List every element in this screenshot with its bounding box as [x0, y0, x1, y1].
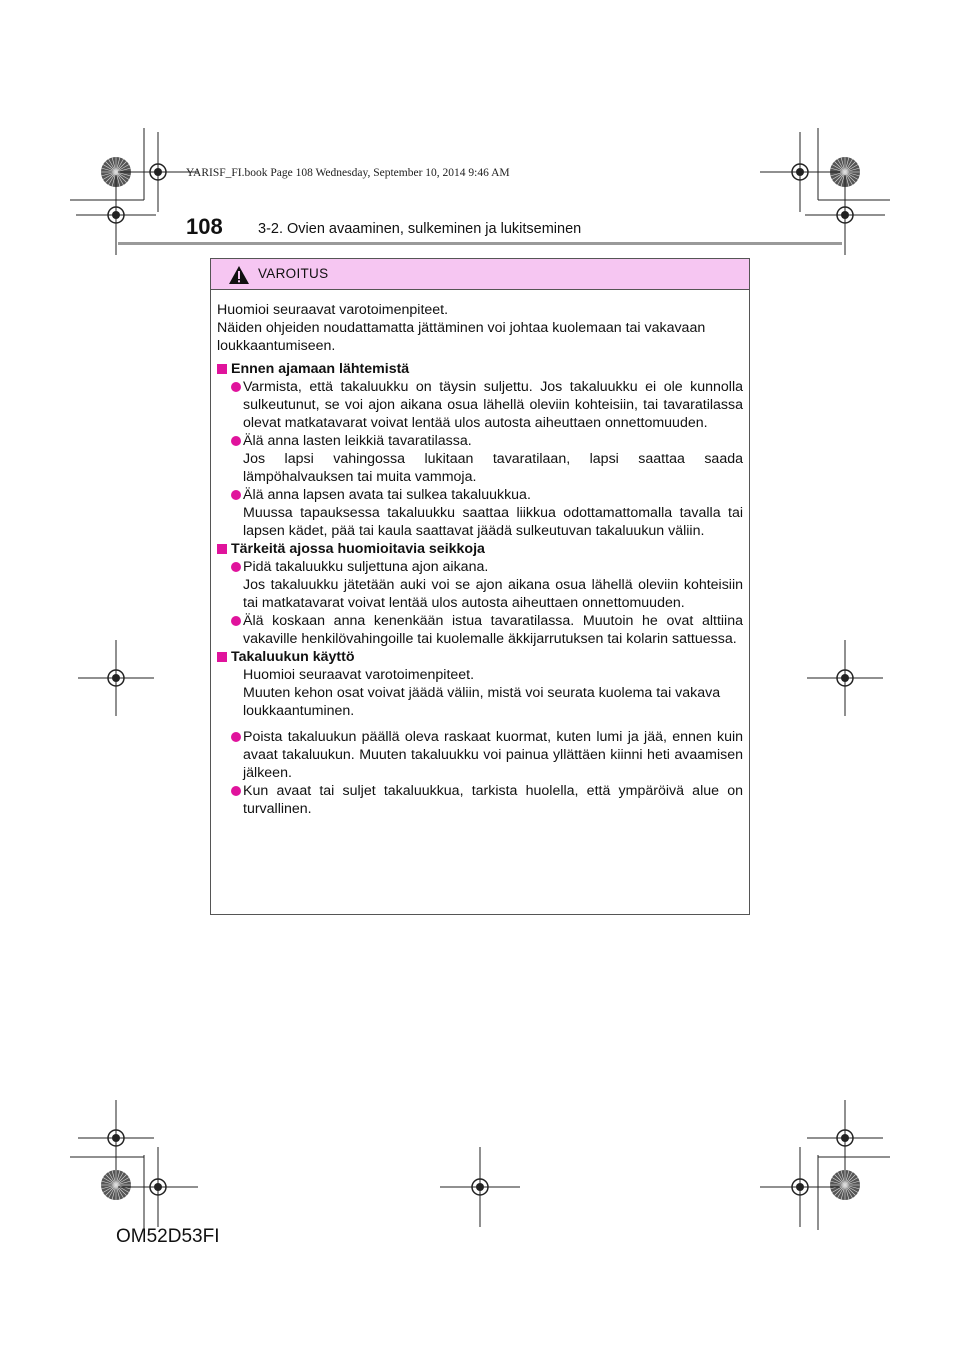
warning-title: VAROITUS	[258, 266, 329, 281]
round-bullet-icon	[231, 616, 241, 626]
warning-box	[210, 258, 750, 915]
warning-bullet-text: Pidä takaluukku suljettuna ajon aikana. Jos takaluukku jätetään auki voi se ajon aikana osua lähellä oleviin kohteisiin tai matkatavarat voivat lentää ulos autosta aiheuttaen onnettomuuden.	[243, 559, 743, 611]
warning-bullet	[217, 782, 743, 818]
document-code: OM52D53FI	[116, 1226, 220, 1247]
warning-section-heading-text: Tärkeitä ajossa huomioitavia seikkoja	[231, 541, 485, 557]
warning-section-heading-text: Takaluukun käyttö	[231, 649, 355, 665]
warning-bullet	[217, 378, 743, 432]
book-info: YARISF_FI.book Page 108 Wednesday, September 10, 2014 9:46 AM	[186, 167, 510, 179]
warning-intro: Huomioi seuraavat varotoimenpiteet. Näiden ohjeiden noudattamatta jättäminen voi johtaa kuolemaan tai vakavaan loukkaantumiseen.	[217, 302, 706, 354]
warning-triangle-icon	[228, 265, 250, 285]
square-bullet-icon	[217, 364, 227, 374]
warning-section-heading-text: Ennen ajamaan lähtemistä	[231, 361, 410, 377]
warning-section-heading	[217, 540, 743, 558]
warning-section-heading	[217, 648, 743, 666]
warning-section-heading	[217, 360, 743, 378]
square-bullet-icon	[217, 652, 227, 662]
round-bullet-icon	[231, 786, 241, 796]
warning-bullet	[217, 432, 743, 486]
header-rule	[118, 242, 842, 245]
crop-mark-icon	[830, 1170, 860, 1200]
warning-bullet-text: Kun avaat tai suljet takaluukkua, tarkista huolella, että ympäröivä alue on turvallinen.	[243, 783, 743, 817]
warning-bullet-text: Varmista, että takaluukku on täysin suljettu. Jos takaluukku ei ole kunnolla sulkeutunut, se voi ajon aikana osua lähellä oleviin kohteisiin, tai tavaratilassa olevat matkatavarat voivat lentää ulos autosta aiheuttaen onnettomuuden.	[243, 379, 743, 431]
page-number: 108	[186, 214, 223, 239]
section-title: 3-2. Ovien avaaminen, sulkeminen ja lukitseminen	[258, 221, 582, 237]
round-bullet-icon	[231, 562, 241, 572]
warning-header	[211, 259, 749, 290]
warning-bullet-text: Älä anna lasten leikkiä tavaratilassa. Jos lapsi vahingossa lukitaan tavaratilaan, lapsi saattaa saada lämpöhalvauksen tai muita vammoja.	[243, 433, 743, 485]
warning-bullet	[217, 558, 743, 612]
round-bullet-icon	[231, 732, 241, 742]
warning-bullet-text: Älä koskaan anna kenenkään istua tavaratilassa. Muutoin he ovat alttiina vakaville henkilövahingoille tai kuolemalle äkkijarrutuksen tai kolarin sattuessa.	[243, 613, 743, 647]
warning-bullet	[217, 612, 743, 648]
warning-section-text: Huomioi seuraavat varotoimenpiteet. Muuten kehon osat voivat jäädä väliin, mistä voi seurata kuolema tai vakava loukkaantuminen.	[243, 667, 721, 719]
square-bullet-icon	[217, 544, 227, 554]
warning-bullet	[217, 728, 743, 782]
warning-bullet-text: Poista takaluukun päällä oleva raskaat kuormat, kuten lumi ja jää, ennen kuin avaat takaluukun. Muuten takaluukku voi painua yllättäen kiinni heti avaamisen jälkeen.	[243, 729, 743, 781]
round-bullet-icon	[231, 382, 241, 392]
warning-bullet-text: Älä anna lapsen avata tai sulkea takaluukkua. Muussa tapauksessa takaluukku saattaa liikkua odottamattomalla tavalla tai lapsen kädet, pää tai kaula saattavat jäädä sulkeutuvan takaluukun väliin.	[243, 487, 743, 539]
crop-mark-icon	[101, 1170, 131, 1200]
round-bullet-icon	[231, 436, 241, 446]
warning-content	[217, 301, 743, 818]
round-bullet-icon	[231, 490, 241, 500]
warning-bullet	[217, 486, 743, 540]
